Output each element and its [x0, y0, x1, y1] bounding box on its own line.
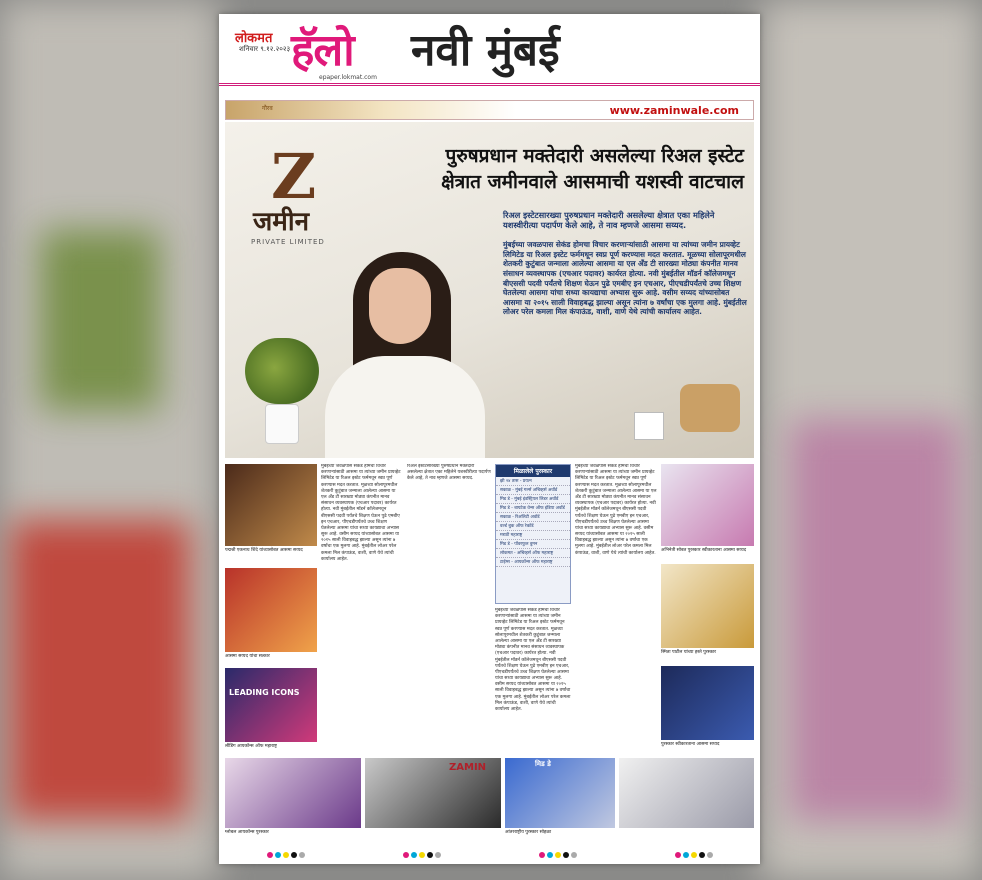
photo-left-3 — [225, 668, 317, 742]
website-url[interactable]: www.zaminwale.com — [609, 104, 739, 117]
photo-bottom-3 — [505, 758, 615, 828]
brand-logo: लोकमत — [235, 31, 273, 46]
award-item: मिड डे - मुंबई इंडस्ट्रियल लिडर अवॉर्ड — [496, 495, 570, 504]
lead-paragraph: रिअल इस्टेटसारख्या पुरुषप्रधान मक्तेदारी असलेल्या क्षेत्रात एका महिलेने यशस्वीरीत्या पदार्पण केले आहे, ते नाव म्हणजे आसमा सय्यद. — [503, 210, 715, 231]
telephone-image — [680, 384, 740, 432]
masthead — [219, 14, 760, 86]
lower-section — [225, 460, 754, 836]
caption-right-2: स्मिता पाटील यांच्या हस्ते पुरस्कार — [661, 650, 717, 655]
zamin-logo-sub: PRIVATE LIMITED — [251, 238, 325, 246]
register-marks-4 — [675, 852, 713, 858]
register-marks-3 — [539, 852, 577, 858]
award-item: मराठी महाराष्ट्र — [496, 531, 570, 540]
register-marks-2 — [403, 852, 441, 858]
thumb-leading-text: LEADING ICONS — [229, 688, 300, 697]
caption-left-2: आसमा सय्यद यांचा सत्कार — [225, 654, 270, 659]
award-item: सकाळ - मुंबई गर्ल्स अचिव्हर्स अवॉर्ड — [496, 486, 570, 495]
headline-line-1: पुरुषप्रधान मक्तेदारी असलेल्या रिअल इस्टेट — [445, 145, 744, 167]
award-item: टाईम्स - आयकॉन्स ऑफ महाराष्ट्र — [496, 558, 570, 567]
photo-right-2 — [661, 564, 754, 648]
caption-left-3: लीडिंग आयकॉन्स ऑफ महाराष्ट्र — [225, 744, 277, 749]
photo-left-1 — [225, 464, 317, 546]
thumb-zamin-text: ZAMIN — [449, 762, 487, 773]
award-item: सकाळ - रिअलिटी अवॉर्ड — [496, 513, 570, 522]
mug-image — [634, 412, 664, 440]
pot-image — [265, 404, 299, 444]
thumb-badge-text: मिड डे — [535, 760, 551, 768]
newspaper-page — [219, 14, 760, 864]
caption-right-3: पुरस्कार स्वीकारताना आसमा सय्यद — [661, 742, 720, 747]
issue-date: शनिवार ९.१२.२०२३ — [239, 45, 291, 53]
ad-ribbon: गौरव — [262, 105, 273, 112]
article-column-4: मुंबईच्या जवळपास सेकंड होमचा विचार करणाऱ्यांसाठी आसमा या त्यांच्या जमीन प्रायव्हेट लिमिटेड या रिअल इस्टेट फर्ममधून स्वप्न पूर्ण करण्यास मदत करतात. मूळच्या सोलापूरमधील शेतकरी कुटुंबात जन्माला आलेल्या आसमा या एल अँड टी सारख्या मोठ्या कंपनीत मानव संसाधन व्यवस्थापक (एचआर पदावर) कार्यरत होत्या. नवी मुंबईतील मॉडर्न कॉलेजमधून बीएससी पदवी पर्यंतचे शिक्षण घेऊन पुढे एमबीए इन एचआर, पीएचडीपर्यंतचे उच्च शिक्षण घेतलेल्या आसमा यांचा सध्या कायद्याचा अभ्यास सुरू आहे. वसीम सय्यद यांच्यासोबत आसमा या २०१५ साली विवाहबद्ध झाल्या असून त्यांना ७ वर्षांचा एक मुलगा आहे. मुंबईतील लोअर परेल कमला मिल कंपाऊंड, वाशी, वाणे येथे त्यांची कार्यालय आहेत. — [575, 464, 657, 556]
caption-left-1: पद्मश्री एकनाथ शिंदे यांच्यासोबत आसमा सय्यद — [225, 548, 303, 553]
award-item: लोकमत - अचिव्हर्स ऑफ महाराष्ट्र — [496, 549, 570, 558]
photo-left-2 — [225, 568, 317, 652]
zamin-logo-letter: Z — [271, 140, 317, 213]
award-item: मिड डे - बायटेक वेन्स ऑफ इंडिया अवॉर्ड — [496, 504, 570, 513]
section-title-city: नवी मुंबई — [411, 25, 560, 76]
register-marks-1 — [267, 852, 305, 858]
feature-photo — [225, 122, 754, 458]
photo-bottom-1 — [225, 758, 361, 828]
ad-strip — [225, 100, 754, 120]
section-title-hello: हॅलो — [291, 25, 354, 76]
headline-line-2: क्षेत्रात जमीनवाले आसमाची यशस्वी वाटचाल — [441, 171, 744, 193]
award-item: झी २४ तास - प्रयत्न — [496, 477, 570, 486]
caption-bottom-2: आंतरराष्ट्रीय पुरस्कार सोहळा — [505, 830, 552, 835]
caption-right-1: अभिनेत्री सोबत पुरस्कार स्वीकारताना आसमा सय्यद — [661, 548, 747, 553]
photo-bottom-2 — [365, 758, 501, 828]
caption-bottom-1: ग्लोबल आयकॉन्स पुरस्कार — [225, 830, 269, 835]
photo-bottom-4 — [619, 758, 754, 828]
portrait-image — [325, 252, 475, 458]
award-item: वर्ल्ड बुक ऑफ रेकॉर्ड — [496, 522, 570, 531]
article-column-2: रिअल इस्टेटसारख्या पुरुषप्रधान मक्तेदारी असलेल्या क्षेत्रात एका महिलेने यशस्वीरीत्या पदार्पण केले आहे, ते नाव म्हणजे आसमा सय्यद. — [407, 464, 491, 482]
body-paragraph: मुंबईच्या जवळपास सेकंड होमचा विचार करणाऱ्यांसाठी आसमा या त्यांच्या जमीन प्रायव्हेट लिमिटेड या रिअल इस्टेट फर्ममधून स्वप्न पूर्ण करण्यास मदत करतात. मूळच्या सोलापूरमधील शेतकरी कुटुंबात जन्माला आलेल्या आसमा या एल अँड टी सारख्या मोठ्या कंपनीत मानव संसाधन व्यवस्थापक (एचआर पदावर) कार्यरत होत्या. नवी मुंबईतील मॉडर्न कॉलेजमधून बीएससी पदवी पर्यंतचे शिक्षण घेऊन पुढे एमबीए इन एचआर, पीएचडीपर्यंतचे उच्च शिक्षण घेतलेल्या आसमा यांचा सध्या कायद्याचा अभ्यास सुरू आहे. वसीम सय्यद यांच्यासोबत आसमा या २०१५ साली विवाहबद्ध झाल्या असून त्यांना ७ वर्षांचा एक मुलगा आहे. मुंबईतील लोअर परेल कमला मिल कंपाऊंड, वाशी, वाणे येथे त्यांची कार्यालय आहेत. — [503, 240, 747, 317]
article-column-3: मुंबईच्या जवळपास सेकंड होमचा विचार करणाऱ्यांसाठी आसमा या त्यांच्या जमीन प्रायव्हेट लिमिटेड या रिअल इस्टेट फर्ममधून स्वप्न पूर्ण करण्यास मदत करतात. मूळच्या सोलापूरमधील शेतकरी कुटुंबात जन्माला आलेल्या आसमा या एल अँड टी सारख्या मोठ्या कंपनीत मानव संसाधन व्यवस्थापक (एचआर पदावर) कार्यरत होत्या. नवी मुंबईतील मॉडर्न कॉलेजमधून बीएससी पदवी पर्यंतचे शिक्षण घेऊन पुढे एमबीए इन एचआर, पीएचडीपर्यंतचे उच्च शिक्षण घेतलेल्या आसमा यांचा सध्या कायद्याचा अभ्यास सुरू आहे. वसीम सय्यद यांच्यासोबत आसमा या २०१५ साली विवाहबद्ध झाल्या असून त्यांना ७ वर्षांचा एक मुलगा आहे. मुंबईतील लोअर परेल कमला मिल कंपाऊंड, वाशी, वाणे येथे त्यांची कार्यालय आहेत. — [495, 608, 571, 712]
awards-box — [495, 464, 571, 604]
epaper-url[interactable]: epaper.lokmat.com — [319, 74, 377, 81]
zamin-logo-word: जमीन — [253, 207, 310, 237]
photo-right-3 — [661, 666, 754, 740]
awards-title: मिळालेले पुरस्कार — [496, 465, 570, 477]
plant-image — [245, 338, 319, 404]
article-column-1: मुंबईच्या जवळपास सेकंड होमचा विचार करणाऱ्यांसाठी आसमा या त्यांच्या जमीन प्रायव्हेट लिमिटेड या रिअल इस्टेट फर्ममधून स्वप्न पूर्ण करण्यास मदत करतात. मूळच्या सोलापूरमधील शेतकरी कुटुंबात जन्माला आलेल्या आसमा या एल अँड टी सारख्या मोठ्या कंपनीत मानव संसाधन व्यवस्थापक (एचआर पदावर) कार्यरत होत्या. नवी मुंबईतील मॉडर्न कॉलेजमधून बीएससी पदवी पर्यंतचे शिक्षण घेऊन पुढे एमबीए इन एचआर, पीएचडीपर्यंतचे उच्च शिक्षण घेतलेल्या आसमा यांचा सध्या कायद्याचा अभ्यास सुरू आहे. वसीम सय्यद यांच्यासोबत आसमा या २०१५ साली विवाहबद्ध झाल्या असून त्यांना ७ वर्षांचा एक मुलगा आहे. मुंबईतील लोअर परेल कमला मिल कंपाऊंड, वाशी, वाणे येथे त्यांची कार्यालय आहेत. — [321, 464, 401, 562]
award-item: मिड डे - पॉवरफुल वुमन — [496, 540, 570, 549]
photo-right-1 — [661, 464, 754, 546]
